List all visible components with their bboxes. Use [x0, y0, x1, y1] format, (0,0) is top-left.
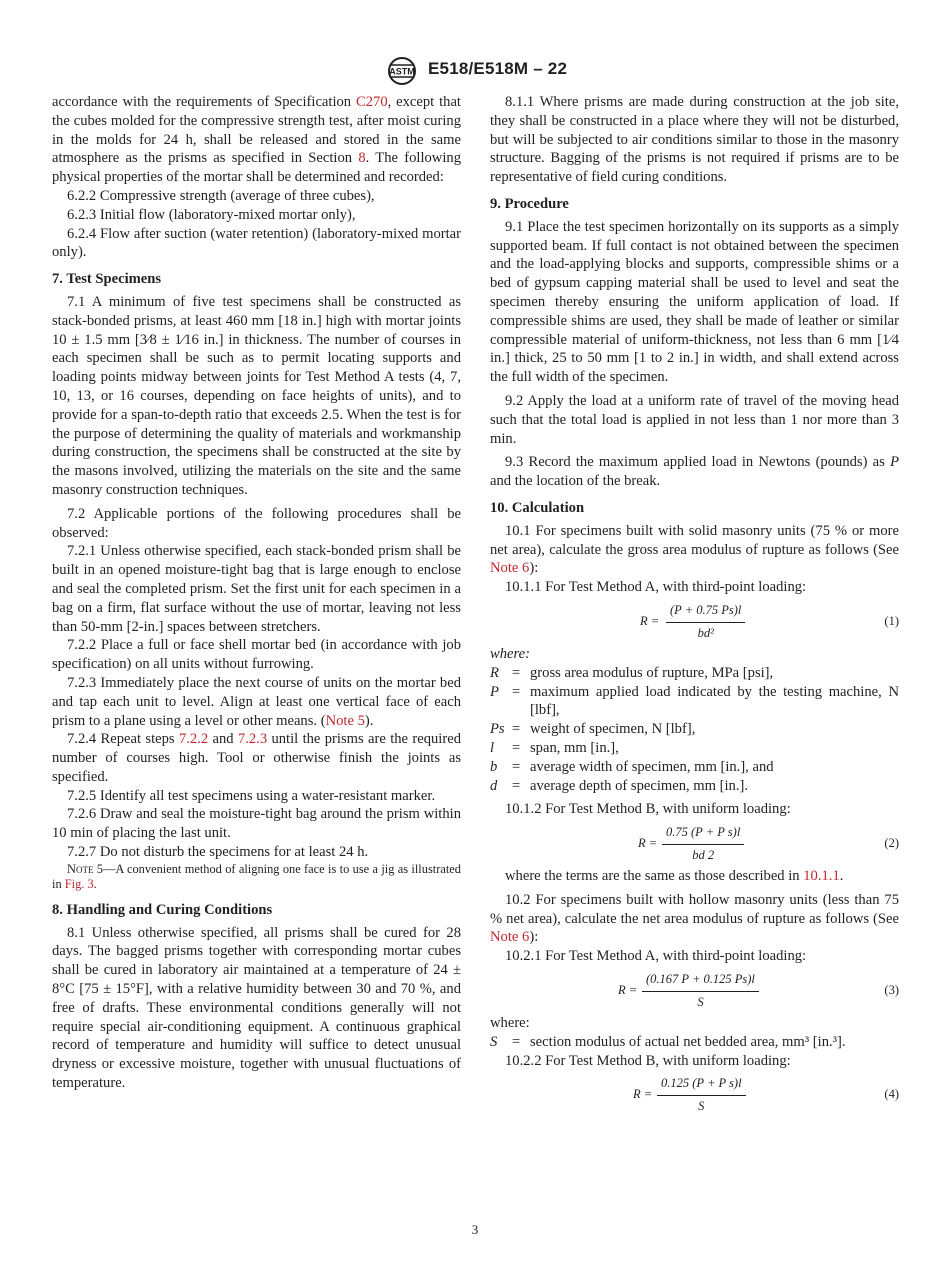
paragraph-6-2-2: 6.2.2 Compressive strength (average of three cubes),: [67, 187, 375, 204]
definition-row: Ps = weight of specimen, N [lbf],: [490, 721, 696, 738]
paragraph-9-1: 9.1 Place the test specimen horizontally on its supports as a simply supported beam. If full contact is not obtained between the specimen and the load-applying blocks and supports, compressible shims or a bed of gypsum capping material shall be used to level and seat the specimen thereby ensuring the uniform application of load. If compressible shims are used, they shall be made of leather or similar compressible material of uniform-thickness, not less than 6 mm [1⁄4 in.] thick, 25 to 50 mm [1 to 2 in.] in width, and shall extend across the full width of the specimen.: [490, 218, 899, 386]
paragraph-10-2: 10.2 For specimens built with hollow masonry units (less than 75 % net area), calculate the net area modulus of rupture as follows (See Note 6):: [490, 891, 899, 946]
section-modulus-definition: [490, 1033, 899, 1052]
variable-definitions: [490, 664, 899, 796]
paragraph-7-2: 7.2 Applicable portions of the following procedures shall be observed:: [52, 505, 461, 541]
equation-1-denominator: bd²: [697, 625, 714, 640]
where-label: where:: [490, 645, 530, 662]
definition-row: P = maximum applied load indicated by the testing machine, N [lbf],: [490, 683, 899, 719]
definition-row: b = average width of specimen, mm [in.], and: [490, 758, 774, 775]
paragraph-7-2-4: 7.2.4 Repeat steps 7.2.2 and 7.2.3 until the prisms are the required number of courses high. Tool or otherwise finish the joints as specified.: [52, 731, 461, 785]
paragraph-7-2-5: 7.2.5 Identify all test specimens using a water-resistant marker.: [67, 787, 436, 804]
page-header: [0, 56, 950, 86]
equation-2: R = $\frac{\text{0.75 (P + P s)l}}{bd 2}$ (2): [490, 823, 899, 861]
equation-4-denominator: S: [698, 1099, 705, 1114]
link-7-2-2[interactable]: 7.2.2: [178, 731, 209, 748]
equation-4-numerator: 0.125 (P + P s)l: [657, 1074, 746, 1096]
note-5: Note 5—A convenient method of aligning one face is to use a jig as illustrated in Fig. 3.: [52, 861, 461, 892]
equation-2-number: (2): [884, 836, 899, 851]
paragraph-7-2-7: 7.2.7 Do not disturb the specimens for at least 24 h.: [67, 844, 369, 861]
heading-section-9: 9. Procedure: [490, 195, 569, 212]
left-column: [52, 93, 461, 1093]
equation-3-number: (3): [884, 983, 899, 998]
link-10-1-1[interactable]: 10.1.1: [803, 868, 840, 885]
paragraph-7-2-1: 7.2.1 Unless otherwise specified, each stack-bonded prism shall be built in an opened moisture-tight bag that is large enough to enclose and seal the completed prism. Set the first unit for each specimen in a bag on a firm, flat surface without the use of mortar, leaving not less than 50-mm [2-in.] spaces between stretchers.: [52, 543, 461, 635]
paragraph-10-2-2: 10.2.2 For Test Method B, with uniform loading:: [505, 1052, 791, 1069]
heading-section-7: 7. Test Specimens: [52, 271, 162, 288]
link-note-6[interactable]: Note 6: [490, 560, 530, 577]
definition-row: S = section modulus of actual net bedded area, mm³ [in.³].: [490, 1033, 846, 1050]
paragraph-10-1-2: 10.1.2 For Test Method B, with uniform loading:: [505, 801, 791, 818]
paragraph-10-2-1: 10.2.1 For Test Method A, with third-point loading:: [505, 948, 807, 965]
equation-4-number: (4): [884, 1087, 899, 1102]
equation-3-numerator: (0.167 P + 0.125 Ps)l: [642, 970, 759, 992]
logo-text: ASTM: [389, 66, 415, 77]
equation-1-numerator: (P + 0.75 Ps)l: [666, 601, 745, 623]
paragraph-10-1: 10.1 For specimens built with solid masonry units (75 % or more net area), calculate the gross area modulus of rupture as follows (See Note 6):: [490, 522, 899, 577]
equation-2-denominator: bd 2: [692, 847, 715, 862]
document-designation: E518/E518M – 22: [428, 59, 568, 78]
paragraph-8-1-1: 8.1.1 Where prisms are made during construction at the job site, they shall be constructed in a place where they will not be disturbed, but will be subjected to air conditions similar to those in the masonry structure. Bagging of the prisms is not required if prisms are to be representative of field curing conditions.: [490, 94, 899, 186]
paragraph-7-2-3: 7.2.3 Immediately place the next course of units on the mortar bed and tap each unit to level. Align at least one vertical face of each prism to a plane using a level or other means. (Note 5).: [52, 674, 461, 729]
astm-logo-icon: [382, 56, 422, 86]
equation-1: R = $\frac{(P + 0.75 Ps)l}{\text{bd²}}$ (1): [490, 601, 899, 639]
equation-3-denominator: S: [697, 994, 704, 1009]
page-number: 3: [471, 1222, 479, 1237]
paragraph-9-2: 9.2 Apply the load at a uniform rate of travel of the moving head such that the total load is applied in not less than 1 nor more than 3 min.: [490, 392, 899, 447]
equation-1-number: (1): [884, 613, 899, 628]
heading-section-8: 8. Handling and Curing Conditions: [52, 901, 273, 918]
definition-row: R = gross area modulus of rupture, MPa [psi],: [490, 664, 774, 681]
link-c270[interactable]: C270: [356, 94, 388, 110]
equation-3: R = $\frac{(0.167 P + 0.125 Ps)l}{S}$ (3): [490, 970, 899, 1008]
definition-row: l = span, mm [in.],: [490, 739, 619, 756]
link-fig-3[interactable]: Fig. 3: [64, 877, 94, 892]
paragraph-8-1: 8.1 Unless otherwise specified, all prisms shall be cured for 28 days. The bagged prisms together with corresponding mortar cubes shall be cured in laboratory air maintained at a temperature of 24 ± 8°C [75 ± 15°F], with a relative humidity between 30 and 70 %, and free of drafts. These environmental conditions generally will not require special air-conditioning equipment. A continuous graphical record of temperature and humidity will suffice to detect unusual dryness or excessive moisture, together with unusual fluctuations of temperature.: [52, 924, 461, 1092]
definition-row: d = average depth of specimen, mm [in.].: [490, 777, 749, 794]
link-section-8[interactable]: 8: [358, 150, 366, 167]
paragraph-6-2-4: 6.2.4 Flow after suction (water retention) (laboratory-mixed mortar only).: [52, 225, 461, 261]
link-note-5[interactable]: Note 5: [325, 712, 365, 729]
equation-4: R = $\frac{\text{0.125 (P + P s)l}}{S}$ (4): [490, 1074, 899, 1112]
equation-2-numerator: 0.75 (P + P s)l: [662, 823, 744, 845]
paragraph-7-1: 7.1 A minimum of five test specimens shall be constructed as stack-bonded prisms, at least 460 mm [18 in.] high with mortar joints 10 ± 1.5 mm [3⁄8 ± 1⁄16 in.] in thickness. The number of courses in each specimen shall be such as to permit locating supports and loading points midway between joints for Test Method A tests (4, 7, 10, 13, or 16 courses, depending on face heights of units), and to provide for a span-to-depth ratio that exceeds 2.5. When the test is for the purpose of determining the quality of materials and workmanship during construction, the specimens shall be constructed at the site by the masons involved, utilizing the materials on the site and the same masonry construction techniques.: [52, 293, 461, 498]
link-note-6-b[interactable]: Note 6: [490, 929, 530, 946]
link-7-2-3[interactable]: 7.2.3: [237, 731, 268, 748]
where-label-2: where:: [490, 1015, 530, 1032]
paragraph-7-2-2: 7.2.2 Place a full or face shell mortar bed (in accordance with job specification) on all units without furrowing.: [52, 637, 461, 673]
paragraph-6-2-continued: accordance with the requirements of Specification C270, except that the cubes molded for the compressive strength test, after moist curing in the molds for 24 h, shall be released and stored in the same atmosphere as the prisms as specified in Section 8. The following physical properties of the mortar shall be determined and recorded:: [52, 94, 461, 186]
right-column: [490, 93, 899, 1118]
paragraph-7-2-6: 7.2.6 Draw and seal the moisture-tight bag around the prism within 10 min of placing the last unit.: [52, 806, 461, 842]
paragraph-6-2-3: 6.2.3 Initial flow (laboratory-mixed mortar only),: [67, 206, 356, 223]
paragraph-10-1-2-after: where the terms are the same as those described in 10.1.1.: [505, 868, 844, 885]
paragraph-9-3: 9.3 Record the maximum applied load in Newtons (pounds) as P and the location of the break.: [490, 454, 899, 490]
paragraph-10-1-1: 10.1.1 For Test Method A, with third-point loading:: [505, 579, 807, 596]
heading-section-10: 10. Calculation: [490, 499, 585, 516]
